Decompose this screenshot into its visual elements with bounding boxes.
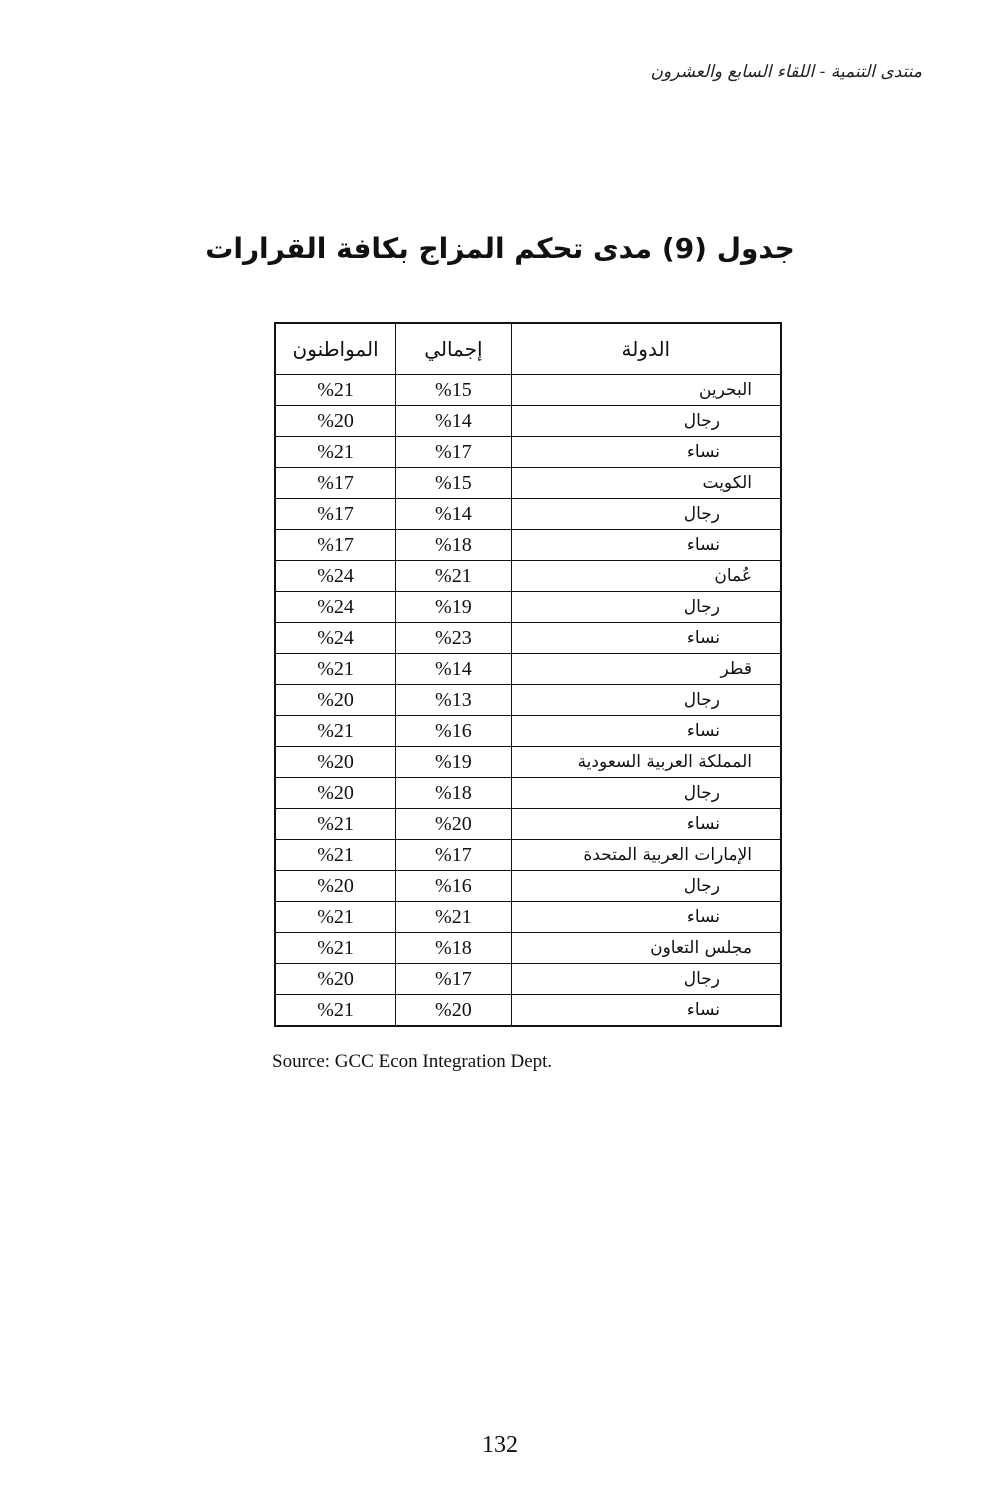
citizens-cell: %21	[275, 809, 396, 840]
table-header-row	[275, 323, 781, 375]
subgroup-cell: رجال	[511, 406, 781, 437]
citizens-cell: %20	[275, 778, 396, 809]
citizens-cell: %20	[275, 747, 396, 778]
table-row	[275, 437, 781, 468]
country-cell: الكويت	[511, 468, 781, 499]
country-cell: البحرين	[511, 375, 781, 406]
total-cell: %16	[396, 871, 511, 902]
table-row	[275, 964, 781, 995]
citizens-cell: %21	[275, 933, 396, 964]
page-number: 132	[482, 1432, 518, 1458]
total-cell: %16	[396, 716, 511, 747]
country-cell: الإمارات العربية المتحدة	[511, 840, 781, 871]
running-header: منتدى التنمية - اللقاء السابع والعشرون	[650, 62, 922, 82]
table-row	[275, 778, 781, 809]
table-row	[275, 592, 781, 623]
total-cell: %21	[396, 902, 511, 933]
citizens-cell: %20	[275, 871, 396, 902]
table-row	[275, 623, 781, 654]
citizens-cell: %20	[275, 964, 396, 995]
country-cell: عُمان	[511, 561, 781, 592]
total-cell: %18	[396, 933, 511, 964]
table-row	[275, 840, 781, 871]
total-cell: %15	[396, 468, 511, 499]
table-row	[275, 654, 781, 685]
total-cell: %17	[396, 437, 511, 468]
table-row	[275, 995, 781, 1027]
citizens-cell: %21	[275, 995, 396, 1027]
total-cell: %14	[396, 499, 511, 530]
total-cell: %20	[396, 995, 511, 1027]
table-row	[275, 375, 781, 406]
total-cell: %17	[396, 964, 511, 995]
table-title: جدول (9) مدى تحكم المزاج بكافة القرارات	[205, 232, 795, 265]
table-row	[275, 685, 781, 716]
citizens-cell: %21	[275, 437, 396, 468]
citizens-cell: %21	[275, 654, 396, 685]
citizens-cell: %24	[275, 561, 396, 592]
table-row	[275, 530, 781, 561]
column-header-total: إجمالي	[396, 323, 511, 375]
citizens-cell: %24	[275, 623, 396, 654]
total-cell: %17	[396, 840, 511, 871]
table-row	[275, 561, 781, 592]
total-cell: %14	[396, 406, 511, 437]
total-cell: %13	[396, 685, 511, 716]
total-cell: %21	[396, 561, 511, 592]
citizens-cell: %17	[275, 530, 396, 561]
total-cell: %18	[396, 778, 511, 809]
column-header-citizens: المواطنون	[275, 323, 396, 375]
table-row	[275, 747, 781, 778]
subgroup-cell: نساء	[511, 902, 781, 933]
total-cell: %14	[396, 654, 511, 685]
subgroup-cell: نساء	[511, 995, 781, 1027]
table-row	[275, 809, 781, 840]
subgroup-cell: نساء	[511, 530, 781, 561]
table-row	[275, 716, 781, 747]
total-cell: %23	[396, 623, 511, 654]
data-table-container	[274, 322, 782, 1027]
subgroup-cell: رجال	[511, 964, 781, 995]
mood-decisions-table	[274, 322, 782, 1027]
country-cell: قطر	[511, 654, 781, 685]
table-row	[275, 871, 781, 902]
table-row	[275, 499, 781, 530]
subgroup-cell: نساء	[511, 716, 781, 747]
total-cell: %15	[396, 375, 511, 406]
table-row	[275, 468, 781, 499]
total-cell: %19	[396, 747, 511, 778]
citizens-cell: %20	[275, 406, 396, 437]
subgroup-cell: نساء	[511, 623, 781, 654]
table-row	[275, 406, 781, 437]
country-cell: مجلس التعاون	[511, 933, 781, 964]
citizens-cell: %24	[275, 592, 396, 623]
citizens-cell: %17	[275, 468, 396, 499]
citizens-cell: %21	[275, 375, 396, 406]
citizens-cell: %21	[275, 840, 396, 871]
subgroup-cell: رجال	[511, 499, 781, 530]
total-cell: %18	[396, 530, 511, 561]
column-header-country: الدولة	[511, 323, 781, 375]
subgroup-cell: نساء	[511, 809, 781, 840]
table-row	[275, 933, 781, 964]
source-note: Source: GCC Econ Integration Dept.	[272, 1051, 553, 1072]
table-row	[275, 902, 781, 933]
total-cell: %19	[396, 592, 511, 623]
citizens-cell: %21	[275, 902, 396, 933]
subgroup-cell: نساء	[511, 437, 781, 468]
country-cell: المملكة العربية السعودية	[511, 747, 781, 778]
subgroup-cell: رجال	[511, 685, 781, 716]
subgroup-cell: رجال	[511, 871, 781, 902]
subgroup-cell: رجال	[511, 592, 781, 623]
total-cell: %20	[396, 809, 511, 840]
citizens-cell: %20	[275, 685, 396, 716]
citizens-cell: %21	[275, 716, 396, 747]
citizens-cell: %17	[275, 499, 396, 530]
table-body	[275, 375, 781, 1027]
subgroup-cell: رجال	[511, 778, 781, 809]
